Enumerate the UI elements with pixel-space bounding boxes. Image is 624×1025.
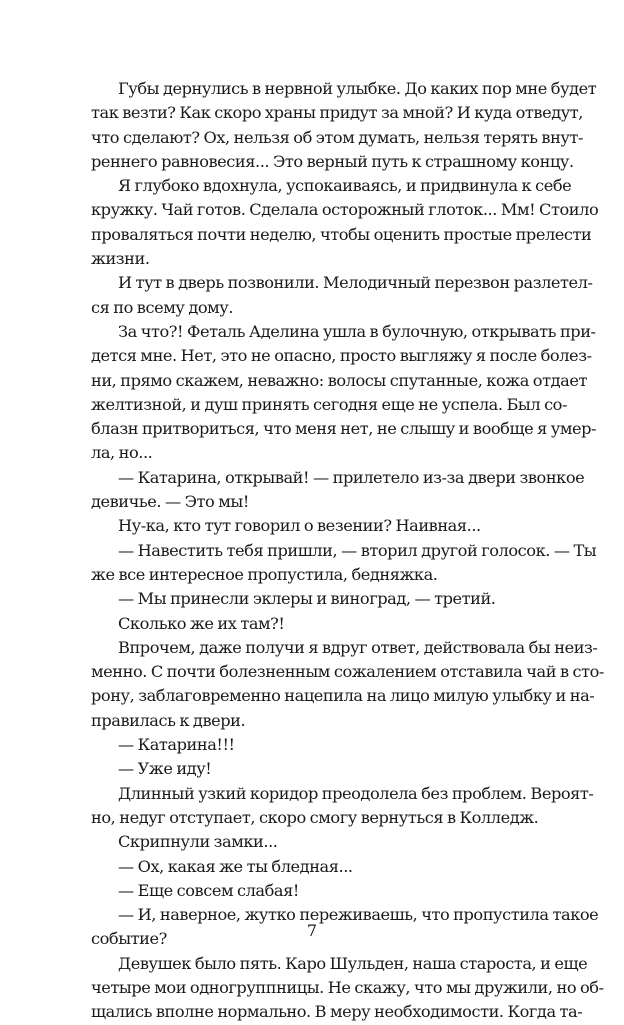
text-line: блазн притвориться, что меня нет, не слышу и вообще я умер- <box>91 419 597 439</box>
page-number: 7 <box>306 921 318 940</box>
text-line: Ну-ка, кто тут говорил о везении? Наивная... <box>118 516 481 536</box>
text-line: — Катарина!!! <box>118 735 235 755</box>
text-line: девичье. — Это мы! <box>91 492 249 512</box>
text-line: реннего равновесия... Это верный путь к страшному концу. <box>91 151 574 171</box>
text-line: Скрипнули замки... <box>118 832 278 852</box>
text-line: Я глубоко вдохнула, успокаиваясь, и придвинула к себе <box>118 176 572 196</box>
text-line: — И, наверное, жутко переживаешь, что пропустила такое <box>118 905 599 925</box>
text-line: менно. С почти болезненным сожалением отставила чай в сто- <box>91 662 604 682</box>
text-line: — Ох, какая же ты бледная... <box>118 856 353 876</box>
text-line: же все интересное пропустила, бедняжка. <box>91 564 438 584</box>
text-line: правилась к двери. <box>91 710 246 730</box>
text-line: жизни. <box>91 249 150 269</box>
text-line: ни, прямо скажем, неважно: волосы спутанные, кожа отдает <box>91 370 587 390</box>
text-line: что сделают? Ох, нельзя об этом думать, нельзя терять внут- <box>91 127 584 147</box>
text-line: желтизной, и душ принять сегодня еще не успела. Был со- <box>91 394 567 414</box>
text-line: Впрочем, даже получи я вдруг ответ, действовала бы неиз- <box>118 637 598 657</box>
text-line: — Навестить тебя пришли, — вторил другой голосок. — Ты <box>118 540 597 560</box>
text-line: За что?! Феталь Аделина ушла в булочную, открывать при- <box>118 321 596 341</box>
text-line: событие? <box>91 929 167 949</box>
text-line: Сколько же их там?! <box>118 613 285 633</box>
text-line: — Катарина, открывай! — прилетело из-за двери звонкое <box>118 467 585 487</box>
text-line: дется мне. Нет, это не опасно, просто выгляжу я после болез- <box>91 346 592 366</box>
body-text <box>91 77 604 1025</box>
text-line: четыре мои одногруппницы. Не скажу, что мы дружили, но об- <box>91 977 604 997</box>
text-line: Длинный узкий коридор преодолела без проблем. Вероят- <box>118 783 594 803</box>
text-line: так везти? Как скоро храны придут за мной? И куда отведут, <box>91 103 583 123</box>
text-line: проваляться почти неделю, чтобы оценить простые прелести <box>91 224 592 244</box>
text-line: Губы дернулись в нервной улыбке. До каких пор мне будет <box>118 79 597 98</box>
text-line: щались вполне нормально. В меру необходимости. Когда та- <box>91 1002 583 1022</box>
text-line: — Еще совсем слабая! <box>118 880 299 900</box>
text-line: но, недуг отступает, скоро смогу вернуться в Колледж. <box>91 807 539 827</box>
text-line: Девушек было пять. Каро Шульден, наша староста, и еще <box>118 953 588 973</box>
text-line: И тут в дверь позвонили. Мелодичный перезвон разлетел- <box>118 273 593 293</box>
text-line: ся по всему дому. <box>91 297 234 317</box>
text-line: ла, но... <box>91 443 153 463</box>
text-line: — Мы принесли эклеры и виноград, — третий. <box>118 589 496 609</box>
text-line: рону, заблаговременно нацепила на лицо милую улыбку и на- <box>91 686 595 706</box>
text-line: — Уже иду! <box>118 759 212 779</box>
text-line: кружку. Чай готов. Сделала осторожный глоток... Мм! Стоило <box>91 200 599 220</box>
